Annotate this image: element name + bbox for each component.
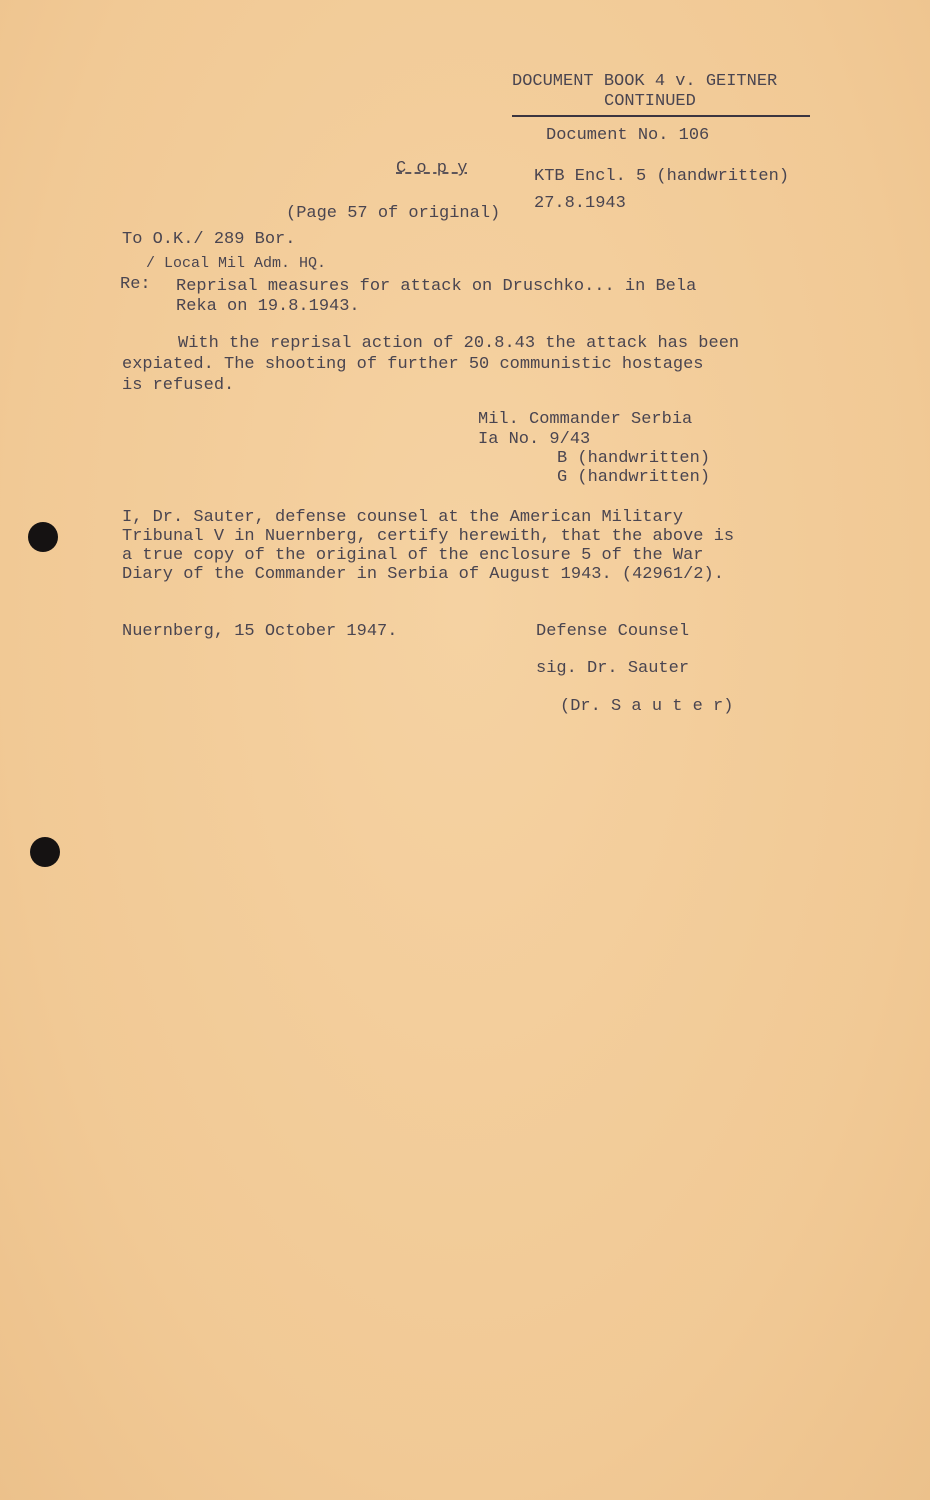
page-reference: (Page 57 of original) <box>286 204 501 223</box>
closing-signature: sig. Dr. Sauter <box>536 659 690 678</box>
header-rule <box>512 115 810 117</box>
signature-ref-number: Ia No. 9/43 <box>478 430 591 449</box>
subject-line-1: Reprisal measures for attack on Druschko... in Bela <box>176 277 697 296</box>
continued-label: CONTINUED <box>604 92 696 111</box>
copy-label: C o p y <box>396 159 468 178</box>
subject-line-2: Reka on 19.8.1943. <box>176 297 360 316</box>
punch-hole <box>30 837 60 867</box>
body-line-2: expiated. The shooting of further 50 communistic hostages <box>122 355 704 374</box>
body-line-3: is refused. <box>122 376 235 395</box>
signature-initial-g: G (handwritten) <box>557 468 711 487</box>
certification-line-1: I, Dr. Sauter, defense counsel at the American Military <box>122 508 684 527</box>
ktb-enclosure-line: KTB Encl. 5 (handwritten) <box>534 167 790 186</box>
recipient-line: To O.K./ 289 Bor. <box>122 230 296 249</box>
closing-name: (Dr. S a u t e r) <box>560 697 734 716</box>
re-label: Re: <box>120 275 151 294</box>
punch-hole <box>28 522 58 552</box>
certification-line-3: a true copy of the original of the enclosure 5 of the War <box>122 546 704 565</box>
document-number: Document No. 106 <box>546 126 710 145</box>
document-book-title: DOCUMENT BOOK 4 v. GEITNER <box>512 72 778 91</box>
body-line-1: With the reprisal action of 20.8.43 the attack has been <box>178 334 740 353</box>
certification-line-2: Tribunal V in Nuernberg, certify herewith, that the above is <box>122 527 735 546</box>
signature-initial-b: B (handwritten) <box>557 449 711 468</box>
place-date: Nuernberg, 15 October 1947. <box>122 622 398 641</box>
signature-commander: Mil. Commander Serbia <box>478 410 693 429</box>
local-hq-line: / Local Mil Adm. HQ. <box>146 255 327 272</box>
certification-line-4: Diary of the Commander in Serbia of August 1943. (42961/2). <box>122 565 724 584</box>
closing-role: Defense Counsel <box>536 622 690 641</box>
handwritten-date: 27.8.1943 <box>534 194 626 213</box>
